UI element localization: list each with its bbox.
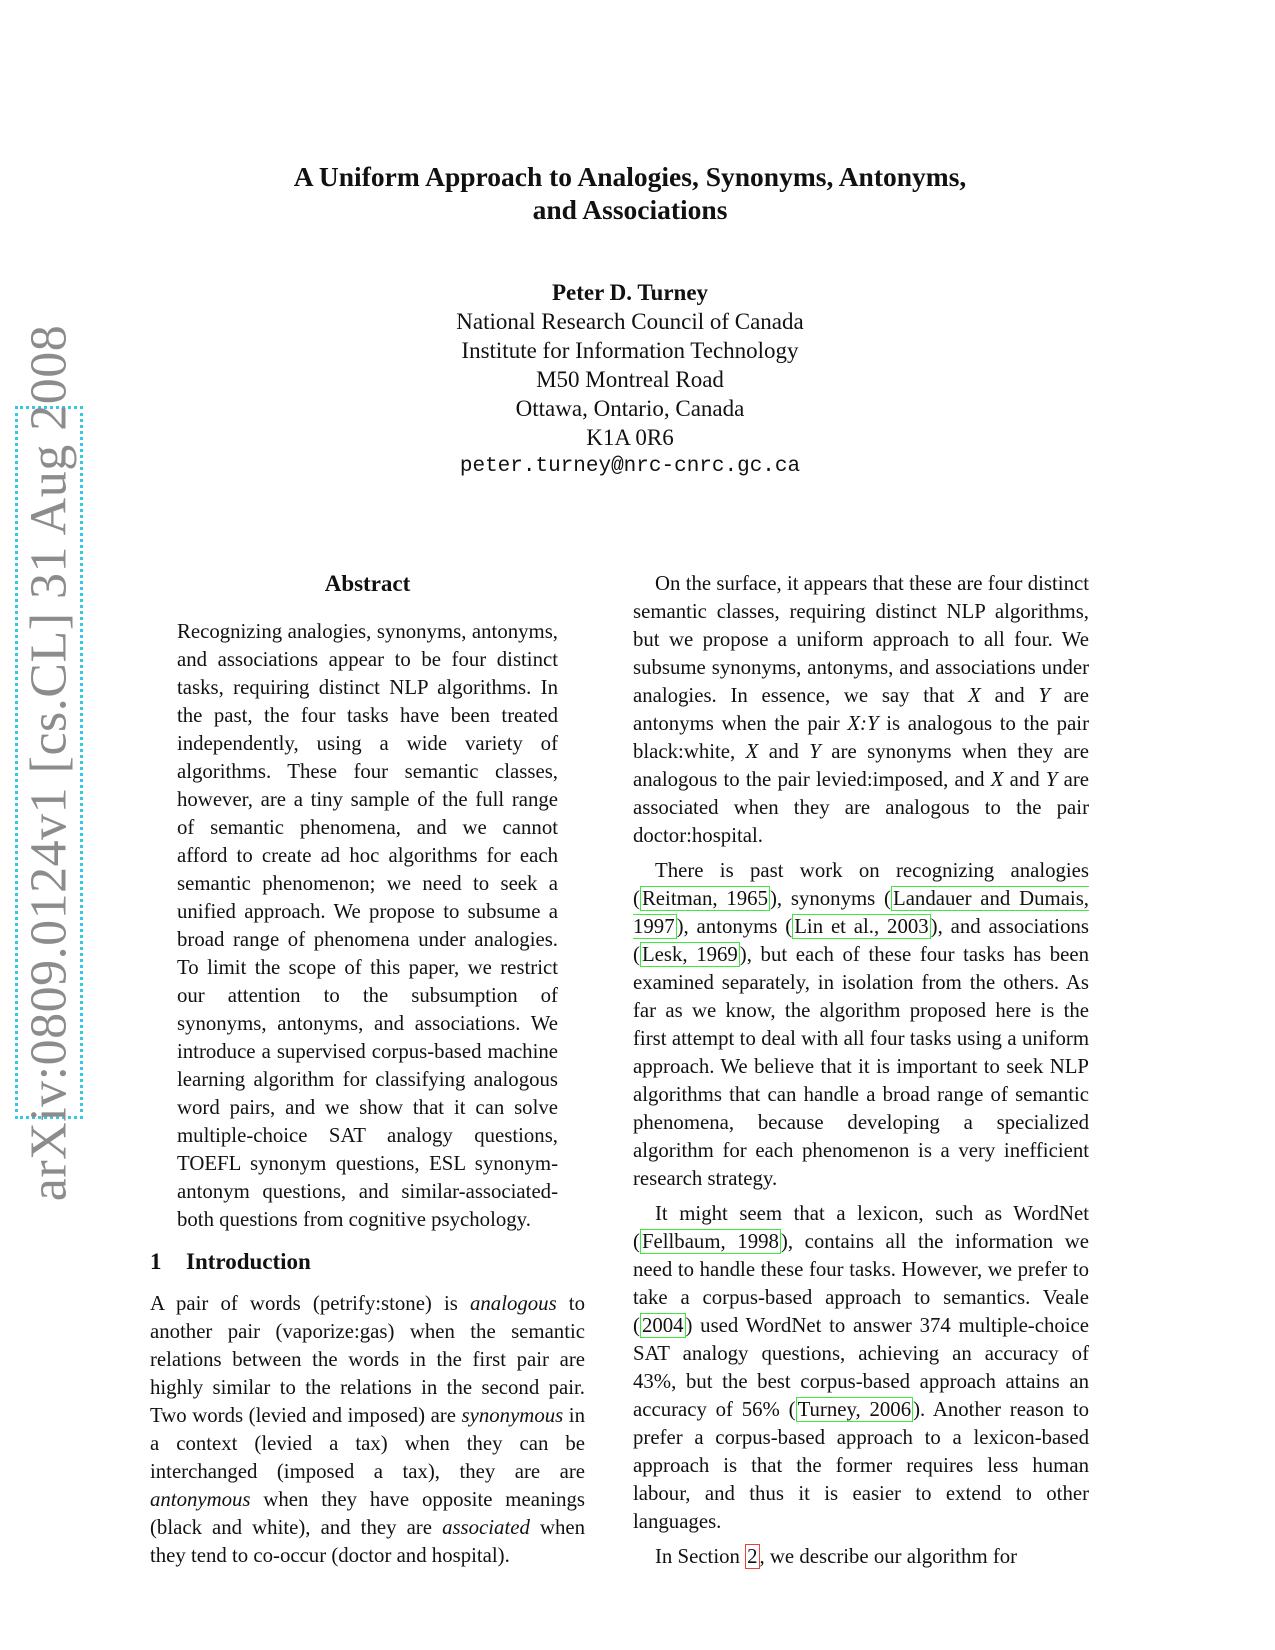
term-synonymous: synonymous <box>461 1404 564 1427</box>
text-run: is analogous to the pair black:white, <box>633 712 1089 763</box>
text-run: ), synonyms <box>769 887 885 910</box>
right-column <box>633 570 1089 1571</box>
math-y: Y <box>809 740 821 763</box>
text-run: are antonyms when the pair <box>633 684 1089 735</box>
text-run: There is past work on recognizing analogies <box>655 859 1089 882</box>
author-name: Peter D. Turney <box>551 280 709 305</box>
text-run: In Section <box>655 1545 746 1568</box>
title-line-2: and Associations <box>532 194 728 225</box>
affiliation-1: National Research Council of Canada <box>456 309 804 334</box>
author-email[interactable]: peter.turney@nrc-cnrc.gc.ca <box>459 455 801 478</box>
math-y: Y <box>1045 768 1058 791</box>
text-run: ) used WordNet to answer 374 multiple-choice SAT analogy questions, achieving an accuracy of 43%, but the best corpus-based approach attains an accuracy of 56% ( <box>633 1314 1089 1421</box>
title-line-1: A Uniform Approach to Analogies, Synonyms, Antonyms, <box>293 161 967 192</box>
text-run: when they have opposite meanings (black and white), and they are <box>150 1488 585 1539</box>
abstract-text: Recognizing analogies, synonyms, antonyms, and associations appear to be four distinct tasks, requiring distinct NLP algorithms. In the past, the four tasks have been treated independently, using a wide variety of algorithms. These four semantic classes, however, are a tiny sample of the full range of semantic phenomena, and we cannot afford to create ad hoc algorithms for each semantic phenomenon; we need to seek a unified approach. We propose to subsume a broad range of phenomena under analogies. To limit the scope of this paper, we restrict our attention to the subsumption of synonyms, antonyms, and associations. We introduce a supervised corpus-based machine learning algorithm for classifying analogous word pairs, and we show that it can solve multiple-choice SAT analogy questions, TOEFL synonym questions, ESL synonym-antonym questions, and similar-associated-both questions from cognitive psychology. <box>177 620 558 1231</box>
text-run: It might seem that a lexicon, such as WordNet ( <box>633 1202 1089 1253</box>
math-x: X <box>990 768 1004 791</box>
arxiv-stamp[interactable] <box>15 324 83 1201</box>
text-run: ), but each of these four tasks has been examined separately, in isolation from the others. As far as we know, the algorithm proposed here is the first attempt to deal with all four tasks using a uniform approach. We believe that it is important to seek NLP algorithms that can handle a broad range of semantic phenomena, because developing a specialized algorithm for each phenomenon is a very inefficient research strategy. <box>633 943 1089 1190</box>
math-xy: X:Y <box>847 712 879 735</box>
intro-paragraph-1 <box>150 1290 585 1570</box>
address-line-2: Ottawa, Ontario, Canada <box>515 396 745 421</box>
text-run: in a context (levied a tax) when they can be interchanged (imposed a tax), they are are <box>150 1404 585 1483</box>
text-run: are synonyms when they are analogous to the pair levied:imposed, and <box>633 740 1089 791</box>
citation-turney[interactable]: Turney, 2006 <box>797 1398 912 1421</box>
citation-reitman[interactable]: Reitman, 1965 <box>641 887 768 910</box>
arxiv-identifier: arXiv:0809.0124v1 [cs.CL] 31 Aug 2008 <box>20 324 78 1201</box>
math-x: X <box>968 684 981 707</box>
text-run: and <box>980 684 1039 707</box>
text-run: ). Another reason to prefer a corpus-based approach to a lexicon-based approach is that the former requires less human labour, and thus it is easier to extend to other languages. <box>633 1398 1090 1533</box>
text-run: to another pair (vaporize:gas) when the semantic relations between the words in the first pair are highly similar to the relations in the second pair. Two words (levied and imposed) are <box>150 1292 585 1427</box>
text-run: are associated when they are analogous to the pair doctor:hospital. <box>633 768 1090 847</box>
affiliation-2: Institute for Information Technology <box>461 338 799 363</box>
citation-veale[interactable]: 2004 <box>641 1314 684 1337</box>
citation-lesk[interactable]: Lesk, 1969 <box>641 943 738 966</box>
citation-fellbaum[interactable]: Fellbaum, 1998 <box>641 1230 779 1253</box>
address-line-1: M50 Montreal Road <box>536 367 724 392</box>
section-reference-2[interactable]: 2 <box>747 1545 758 1568</box>
paragraph-lexicon <box>633 1200 1089 1536</box>
text-run: when they tend to co-occur (doctor and hospital). <box>150 1516 586 1567</box>
abstract-heading: Abstract <box>324 571 411 596</box>
postal-code: K1A 0R6 <box>586 425 674 450</box>
term-antonymous: antonymous <box>150 1488 251 1511</box>
section-title: Introduction <box>186 1249 311 1274</box>
math-x: X <box>745 740 759 763</box>
term-associated: associated <box>442 1516 530 1539</box>
section-number: 1 <box>150 1249 162 1274</box>
term-analogous: analogous <box>470 1292 557 1315</box>
section-heading-introduction <box>150 1247 585 1277</box>
text-run: and <box>1003 768 1046 791</box>
text-run: A pair of words (petrify:stone) is <box>150 1292 470 1315</box>
paragraph-past-work: There is past work on recognizing analogies (Reitman, 1965), synonyms (Landauer and Dumais, 1997), antonyms (Lin et al., 2003), and associations (Lesk, 1969), but each of these four tasks has been examined separately, in isolation from the others. As far as we know, the algorithm proposed here is the first attempt to deal with all four tasks using a uniform approach. We believe that it is important to seek NLP algorithms that can handle a broad range of semantic phenomena, because developing a specialized algorithm for each phenomenon is a very inefficient research strategy. <box>633 859 1089 1190</box>
paragraph-section-overview <box>633 1543 1089 1571</box>
paper-title <box>180 160 1080 226</box>
citation-landauer[interactable]: Landauer and Dumais, 1997 <box>633 887 1089 938</box>
text-run: , we describe our algorithm for <box>759 1545 1018 1568</box>
paragraph-surface <box>633 570 1089 850</box>
text-run: On the surface, it appears that these are four distinct semantic classes, requiring distinct NLP algorithms, but we propose a uniform approach to all four. We subsume synonyms, antonyms, and associations under analogies. In essence, we say that <box>633 572 1089 707</box>
text-run: ), and associations ( <box>633 915 1089 966</box>
left-column <box>150 570 585 1570</box>
citation-lin[interactable]: Lin et al., 2003 <box>794 915 929 938</box>
math-y: Y <box>1038 684 1050 707</box>
text-run: and <box>758 740 810 763</box>
text-run: ), contains all the information we need to handle these four tasks. However, we prefer to take a corpus-based approach to semantics. Veale ( <box>633 1230 1089 1337</box>
text-run: ), antonyms <box>676 915 786 938</box>
author-block <box>330 278 930 481</box>
